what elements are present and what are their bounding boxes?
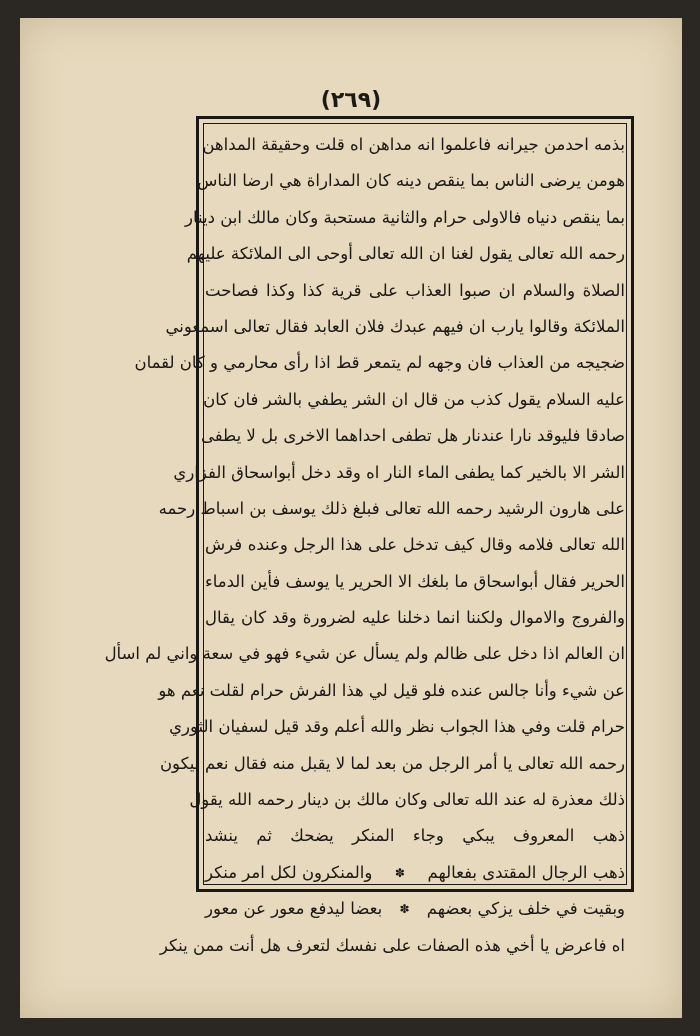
text-line: على هارون الرشيد رحمه الله تعالى فبلغ ذلك يوسف بن اسباط رحمه bbox=[158, 498, 625, 518]
text-line: رحمه الله تعالى يا أمر الرجل من بعد لما لا يقبل منه فقال نعم ليكون bbox=[159, 753, 625, 773]
text-line: صادقا فليوقد نارا عندنار هل تطفى احداهما الاخرى بل لا يطفى bbox=[200, 426, 625, 446]
text-line: بما ينقص دنياه فالاولى حرام والثانية مستحبة وكان مالك ابن دينار bbox=[185, 207, 625, 227]
text-line: بذمه احدمن جيرانه فاعلموا انه مداهن اه قلت وحقيقة المداهن bbox=[202, 135, 625, 154]
poem-verse bbox=[205, 891, 625, 927]
text-line: هومن يرضى الناس بما ينقص دينه كان المداراة هي ارضا الناس bbox=[197, 171, 625, 191]
verse-separator-icon: ✽ bbox=[394, 865, 405, 880]
text-line: الشر الا بالخير كما يطفى الماء النار اه وقد دخل أبواسحاق الفزاري bbox=[173, 462, 625, 482]
verse-left-hemistich: بعضا ليدفع معور عن معور bbox=[205, 899, 383, 919]
text-line: رحمه الله تعالى يقول لغنا ان الله تعالى أوحى الى الملائكة عليهم bbox=[186, 244, 625, 264]
verse-right-hemistich: وبقيت في خلف يزكي بعضهم bbox=[426, 899, 625, 919]
final-text-line: اه فاعرض يا أخي هذه الصفات على نفسك لتعرف هل أنت ممن ينكر bbox=[159, 935, 625, 955]
text-line: والفروج والاموال ولكننا انما دخلنا عليه لضرورة وقد كان يقال bbox=[205, 608, 625, 628]
text-line: عن شيء وأنا جالس عنده فلو قيل لي هذا الفرش حرام لقلت نعم هو bbox=[158, 680, 625, 700]
text-line: الحرير فقال أبواسحاق ما بلغك الا الحرير يا يوسف فأين الدماء bbox=[205, 571, 625, 591]
verse-right-hemistich: ذهب الرجال المقتدى بفعالهم bbox=[427, 862, 625, 882]
verse-left-hemistich: والمنكرون لكل امر منكر bbox=[205, 862, 373, 882]
text-line: الصلاة والسلام ان صبوا العذاب على قرية كذا وكذا فصاحت bbox=[205, 280, 625, 300]
book-page bbox=[20, 18, 682, 1018]
text-line: حرام قلت وفي هذا الجواب نظر والله أعلم وقد قيل لسفيان الثوري bbox=[169, 717, 625, 737]
text-line: ذلك معذرة له عند الله تعالى وكان مالك بن دينار رحمه الله يقول bbox=[189, 790, 625, 810]
text-line: الله تعالى فلامه وقال كيف تدخل على هذا الرجل وعنده فرش bbox=[205, 535, 625, 555]
text-line: ضجيجه من العذاب فان وجهه لم يتمعر قط اذا رأى محارمي و كان لقمان bbox=[134, 353, 625, 373]
text-line: الملائكة وقالوا يارب ان فيهم عبدك فلان العابد فقال تعالى اسمعوني bbox=[165, 316, 625, 336]
text-line: ان العالم اذا دخل على ظالم ولم يسأل عن شيء فهو في سعة واني لم اسأل bbox=[104, 644, 625, 664]
text-line: عليه السلام يقول كذب من قال ان الشر يطفي بالشر فان كان bbox=[203, 389, 625, 409]
poem-verse bbox=[205, 855, 625, 891]
text-frame bbox=[104, 116, 634, 955]
page-number: (٢٦٩) bbox=[320, 88, 382, 113]
arabic-text-block bbox=[104, 127, 625, 955]
verse-separator-icon: ✽ bbox=[399, 902, 410, 917]
text-line: ذهب المعروف يبكي وجاء المنكر يضحك ثم ينشد bbox=[205, 826, 625, 846]
